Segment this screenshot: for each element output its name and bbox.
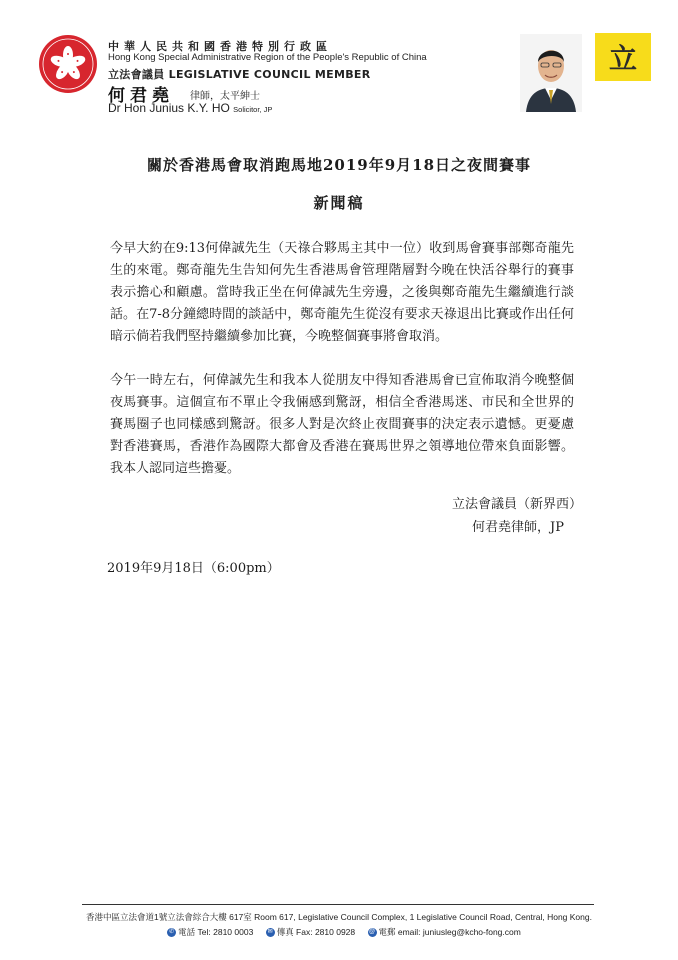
member-title-zh: 律師，太平紳士 <box>190 91 260 102</box>
footer-address: 香港中區立法會道1號立法會綜合大樓 617室 Room 617, Legislative Council Complex, 1 Legislative Council Road, Central, Hong Kong. <box>86 912 592 922</box>
paragraph-2: 今午一時左右，何偉誠先生和我本人從朋友中得知香港馬會已宣佈取消今晚整個夜馬賽事。這個宣布不單止令我倆感到驚訝，相信全香港馬迷、市民和全世界的賽馬圈子也同樣感到驚訝。很多人對是次終止夜間賽事的決定表示遺憾。更憂慮對香港賽馬，香港作為國際大都會及香港在賽馬世界之領導地位帶來負面影響。我本人認同這些擔憂。 <box>110 373 574 476</box>
footer-fax: 傳真 Fax: 2810 0928 <box>276 927 356 937</box>
gov-name-zh: 中華人民共和國香港特別行政區 <box>108 40 332 53</box>
party-logo-char: 立 <box>608 42 638 75</box>
hksar-emblem <box>38 34 98 94</box>
document-subtitle: 新聞稿 <box>313 194 365 212</box>
member-title-en: Solicitor, JP <box>233 105 273 114</box>
gov-name-en: Hong Kong Special Administrative Region of the People's Republic of China <box>108 52 427 63</box>
signature-role: 立法會議員（新界西） <box>452 497 583 512</box>
member-name-zh: 何君堯 <box>108 86 174 106</box>
party-logo <box>595 33 651 81</box>
member-portrait <box>520 34 582 112</box>
phone-icon: ✆ <box>169 929 175 936</box>
member-label: 立法會議員 LEGISLATIVE COUNCIL MEMBER <box>108 68 371 81</box>
footer-contacts <box>0 926 678 938</box>
footer-email: 電郵 email: juniusleg@kcho-fong.com <box>378 927 521 937</box>
email-icon: @ <box>368 929 376 936</box>
footer-divider <box>82 904 594 905</box>
member-name-en: Dr Hon Junius K.Y. HO <box>108 101 230 115</box>
document-title: 關於香港馬會取消跑馬地2019年9月18日之夜間賽事 <box>146 156 532 174</box>
member-name-en-line <box>108 101 272 115</box>
footer-tel: 電話 Tel: 2810 0003 <box>178 927 254 937</box>
fax-icon: ✉ <box>267 929 273 936</box>
signature-name: 何君堯律師，JP <box>472 520 564 535</box>
paragraph-1: 今早大約在9:13何偉誠先生（天祿合夥馬主其中一位）收到馬會賽事部鄭奇龍先生的來電。鄭奇龍先生告知何先生香港馬會管理階層對今晚在快活谷舉行的賽事表示擔心和顧慮。當時我正坐在何偉誠先生旁邊，之後與鄭奇龍先生繼續進行談話。在7-8分鐘總時間的談話中，鄭奇龍先生從沒有要求天祿退出比賽或作出任何暗示倘若我們堅持繼續參加比賽，今晚整個賽事將會取消。 <box>110 241 574 344</box>
document-date: 2019年9月18日（6:00pm） <box>107 561 280 576</box>
